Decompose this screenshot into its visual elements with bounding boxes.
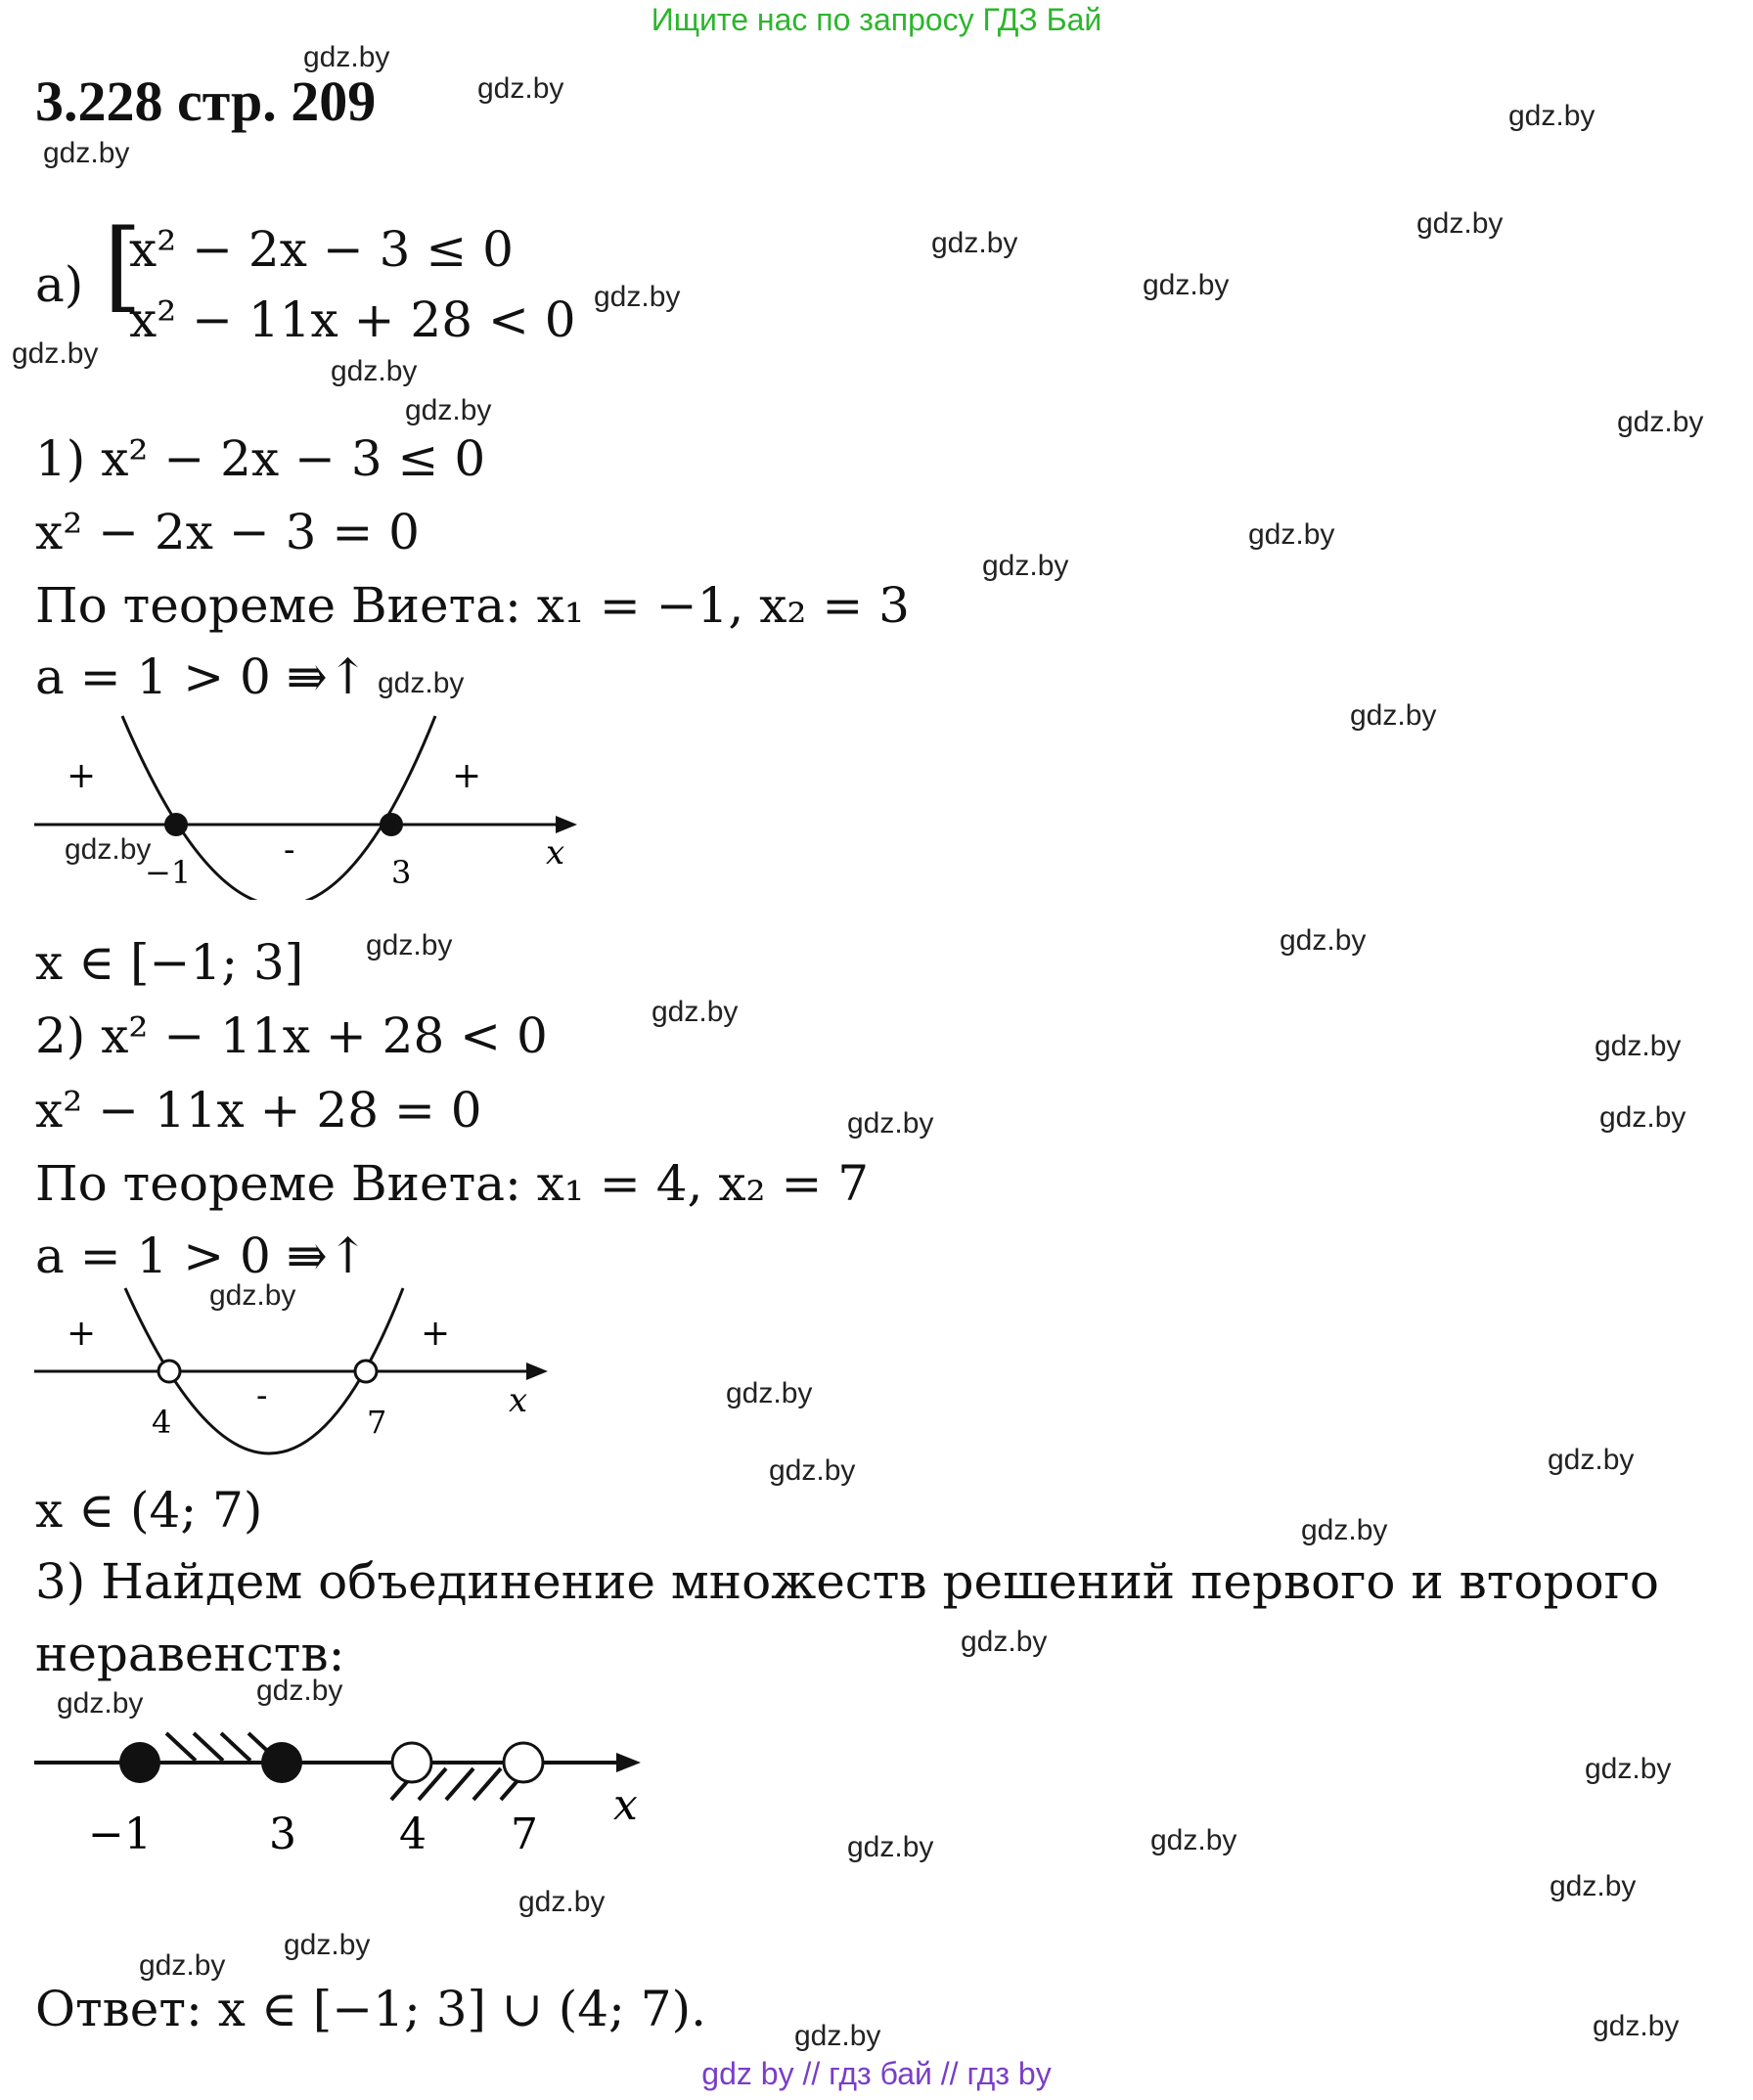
watermark: gdz.by [982, 550, 1069, 582]
watermark: gdz.by [794, 2020, 881, 2052]
page-title: 3.228 стр. 209 [35, 69, 377, 133]
union-point-3 [261, 1742, 302, 1783]
union-tick-minus1: −1 [88, 1810, 152, 1859]
watermark: gdz.by [518, 1886, 606, 1918]
watermark: gdz.by [284, 1929, 371, 1961]
union-tick-7: 7 [511, 1810, 538, 1859]
watermark: gdz.by [1301, 1514, 1388, 1546]
union-tick-4: 4 [399, 1810, 427, 1859]
watermark: gdz.by [1350, 699, 1437, 732]
step1-axis-label: x [546, 833, 565, 872]
watermark: gdz.by [847, 1831, 934, 1863]
part-label: а) [35, 256, 84, 313]
union-tick-3: 3 [269, 1810, 296, 1859]
step2-minus: - [256, 1376, 268, 1415]
step2-axis-label: x [509, 1381, 528, 1420]
step1-vieta: По теореме Виета: x₁ = −1, x₂ = 3 [35, 577, 910, 634]
union-point-4 [392, 1743, 431, 1782]
step2-plus-left: + [67, 1314, 97, 1354]
step2-result: x ∈ (4; 7) [35, 1482, 263, 1539]
step2-root-left: 4 [152, 1404, 172, 1441]
step1-parabola-diagram [29, 704, 587, 900]
step1-root-left: −1 [145, 854, 192, 891]
watermark: gdz.by [847, 1107, 934, 1139]
top-banner: Ищите нас по запросу ГДЗ Бай [651, 2, 1102, 37]
step2-point-left [158, 1361, 180, 1382]
watermark: gdz.by [1150, 1824, 1237, 1856]
step2-plus-right: + [421, 1314, 451, 1354]
watermark: gdz.by [43, 137, 130, 169]
step2-point-right [355, 1361, 377, 1382]
watermark: gdz.by [57, 1687, 144, 1720]
union-point-minus1 [119, 1742, 160, 1783]
watermark: gdz.by [405, 394, 492, 426]
watermark: gdz.by [1416, 207, 1504, 240]
watermark: gdz.by [1280, 924, 1367, 957]
step2-axis-arrow [526, 1363, 548, 1380]
watermark: gdz.by [65, 833, 152, 866]
step3-text-line2: неравенств: [35, 1626, 345, 1682]
watermark: gdz.by [378, 667, 465, 699]
union-axis-label: x [613, 1780, 638, 1830]
step1-plus-right: + [452, 756, 482, 796]
watermark: gdz.by [652, 996, 739, 1028]
system-line-2: x² − 11x + 28 < 0 [129, 291, 576, 348]
watermark: gdz.by [1585, 1753, 1672, 1785]
step1-point-right [380, 813, 403, 836]
watermark: gdz.by [594, 281, 681, 313]
watermark: gdz.by [769, 1454, 856, 1487]
step1-axis-arrow [556, 816, 577, 833]
watermark: gdz.by [1143, 269, 1230, 301]
watermark: gdz.by [1550, 1870, 1637, 1902]
watermark: gdz.by [12, 337, 99, 370]
union-hatch-left [166, 1733, 278, 1761]
step1-equation: x² − 2x − 3 = 0 [35, 504, 420, 560]
step1-root-right: 3 [391, 854, 412, 891]
watermark: gdz.by [1595, 1030, 1682, 1062]
system-line-1: x² − 2x − 3 ≤ 0 [129, 221, 514, 278]
step2-equation: x² − 11x + 28 = 0 [35, 1082, 482, 1139]
watermark: gdz.by [1617, 406, 1704, 438]
watermark: gdz.by [366, 929, 453, 961]
watermark: gdz.by [961, 1626, 1048, 1658]
watermark: gdz.by [331, 355, 418, 387]
answer: Ответ: x ∈ [−1; 3] ∪ (4; 7). [35, 1981, 707, 2037]
union-axis-arrow [616, 1753, 641, 1772]
watermark: gdz.by [139, 1949, 226, 1982]
watermark: gdz.by [256, 1675, 343, 1707]
step1-point-left [164, 813, 188, 836]
watermark: gdz.by [209, 1279, 296, 1312]
step2-branches: a = 1 > 0 ⇛↑ [35, 1228, 369, 1284]
step2-root-right: 7 [367, 1404, 387, 1441]
watermark: gdz.by [931, 227, 1018, 259]
union-point-7 [504, 1743, 543, 1782]
step1-plus-left: + [67, 756, 97, 796]
step1-heading: 1) x² − 2x − 3 ≤ 0 [35, 430, 486, 487]
watermark: gdz.by [303, 41, 390, 73]
step1-minus: - [284, 830, 295, 870]
step2-vieta: По теореме Виета: x₁ = 4, x₂ = 7 [35, 1155, 870, 1212]
step1-branches: a = 1 > 0 ⇛↑ [35, 648, 369, 705]
watermark: gdz.by [477, 72, 564, 105]
union-number-line [29, 1721, 665, 1878]
step2-heading: 2) x² − 11x + 28 < 0 [35, 1007, 548, 1064]
watermark: gdz.by [726, 1377, 813, 1409]
bottom-banner: gdz by // гдз бай // гдз by [701, 2056, 1052, 2091]
watermark: gdz.by [1593, 2010, 1680, 2042]
step3-text-line1: 3) Найдем объединение множеств решений первого и второго [35, 1553, 1659, 1610]
watermark: gdz.by [1599, 1101, 1686, 1134]
watermark: gdz.by [1508, 100, 1596, 132]
step1-result: x ∈ [−1; 3] [35, 934, 304, 991]
watermark: gdz.by [1548, 1444, 1635, 1476]
system-bracket: [ [104, 208, 143, 323]
watermark: gdz.by [1248, 518, 1335, 551]
